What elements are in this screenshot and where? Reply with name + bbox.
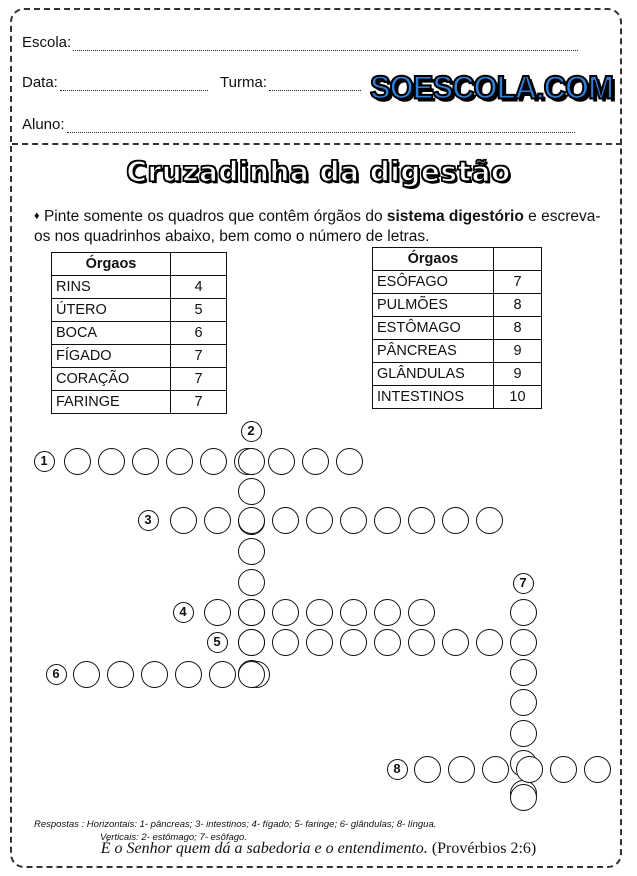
letter-circle[interactable] (340, 599, 367, 626)
letter-circle[interactable] (374, 599, 401, 626)
clue-number-5: 5 (207, 632, 228, 653)
letter-circle[interactable] (175, 661, 202, 688)
table-row[interactable] (52, 322, 227, 345)
letters-cell: 7 (171, 345, 227, 368)
organ-cell[interactable]: INTESTINOS (373, 386, 494, 409)
letters-cell: 7 (171, 391, 227, 414)
organ-cell[interactable]: ÚTERO (52, 299, 171, 322)
letter-circle[interactable] (510, 784, 537, 811)
letter-circle[interactable] (340, 507, 367, 534)
student-field[interactable] (22, 116, 575, 133)
letter-circle[interactable] (482, 756, 509, 783)
table-header-empty (494, 248, 542, 271)
instruction-text-2: e escreva-os nos quadrinhos abaixo, bem como o número de letras. (34, 208, 601, 245)
letter-circle[interactable] (238, 629, 265, 656)
letter-circle[interactable] (200, 448, 227, 475)
clue-number-7: 7 (513, 573, 534, 594)
letter-circle[interactable] (73, 661, 100, 688)
school-field[interactable] (22, 34, 578, 51)
organ-cell[interactable]: ESTÔMAGO (373, 317, 494, 340)
instruction (34, 206, 614, 247)
school-line[interactable] (73, 38, 578, 51)
organ-cell[interactable]: FARINGE (52, 391, 171, 414)
letter-circle[interactable] (448, 756, 475, 783)
clue-number-1: 1 (34, 451, 55, 472)
table-row[interactable] (52, 345, 227, 368)
letter-circle[interactable] (204, 599, 231, 626)
answer-key-line-2: Verticais: 2- estômago; 7- esôfago. (100, 832, 247, 843)
letter-circle[interactable] (98, 448, 125, 475)
table-row[interactable] (373, 317, 542, 340)
table-header-empty (171, 253, 227, 276)
instruction-bold: sistema digestório (386, 208, 524, 225)
organ-cell[interactable]: GLÂNDULAS (373, 363, 494, 386)
date-label: Data: (22, 74, 58, 91)
letter-circle[interactable] (516, 756, 543, 783)
organ-cell[interactable]: PÂNCREAS (373, 340, 494, 363)
organ-cell[interactable]: CORAÇÃO (52, 368, 171, 391)
letter-circle[interactable] (414, 756, 441, 783)
clue-number-4: 4 (173, 602, 194, 623)
letter-circle[interactable] (510, 629, 537, 656)
letter-circle[interactable] (132, 448, 159, 475)
bullet-icon: ♦ (34, 210, 40, 222)
table-row[interactable] (373, 386, 542, 409)
table-header: Órgaos (373, 248, 494, 271)
letters-cell: 7 (494, 271, 542, 294)
letter-circle[interactable] (238, 661, 265, 688)
clue-number-6: 6 (46, 664, 67, 685)
letter-circle[interactable] (374, 507, 401, 534)
letter-circle[interactable] (306, 599, 333, 626)
letter-circle[interactable] (340, 629, 367, 656)
table-row[interactable] (373, 363, 542, 386)
letter-circle[interactable] (306, 629, 333, 656)
letter-circle[interactable] (550, 756, 577, 783)
clue-number-8: 8 (387, 759, 408, 780)
class-line[interactable] (269, 78, 361, 91)
letter-circle[interactable] (408, 599, 435, 626)
date-line[interactable] (60, 78, 208, 91)
letter-circle[interactable] (238, 507, 265, 534)
class-label: Turma: (220, 74, 267, 91)
letter-circle[interactable] (306, 507, 333, 534)
letter-circle[interactable] (476, 629, 503, 656)
letter-circle[interactable] (408, 629, 435, 656)
letter-circle[interactable] (510, 720, 537, 747)
letter-circle[interactable] (238, 448, 265, 475)
table-row[interactable] (52, 299, 227, 322)
letters-cell: 6 (171, 322, 227, 345)
letters-cell: 9 (494, 340, 542, 363)
letters-cell: 8 (494, 294, 542, 317)
clue-number-2: 2 (241, 421, 262, 442)
letter-circle[interactable] (238, 538, 265, 565)
letter-circle[interactable] (510, 659, 537, 686)
letters-cell: 9 (494, 363, 542, 386)
letter-circle[interactable] (166, 448, 193, 475)
school-label: Escola: (22, 34, 72, 51)
letter-circle[interactable] (107, 661, 134, 688)
header-separator (12, 143, 622, 145)
organs-table-left (51, 252, 227, 414)
letter-circle[interactable] (476, 507, 503, 534)
table-header: Órgaos (52, 253, 171, 276)
letter-circle[interactable] (238, 478, 265, 505)
letter-circle[interactable] (442, 629, 469, 656)
soescola-logo: SOESCOLA.COM (370, 69, 613, 106)
letter-circle[interactable] (510, 689, 537, 716)
letters-cell: 5 (171, 299, 227, 322)
student-label: Aluno: (22, 116, 65, 133)
proverb-quote: É o Senhor quem dá a sabedoria e o entendimento. (100, 840, 428, 857)
page-title: Cruzadinha da digestão (126, 155, 511, 188)
letters-cell: 4 (171, 276, 227, 299)
proverb-reference: (Provérbios 2:6) (431, 840, 537, 857)
organ-cell[interactable]: FÍGADO (52, 345, 171, 368)
letter-circle[interactable] (272, 599, 299, 626)
letter-circle[interactable] (584, 756, 611, 783)
organ-cell[interactable]: PULMÕES (373, 294, 494, 317)
letter-circle[interactable] (510, 599, 537, 626)
letters-cell: 10 (494, 386, 542, 409)
student-line[interactable] (67, 120, 575, 133)
letter-circle[interactable] (268, 448, 295, 475)
organs-table-right (372, 247, 542, 409)
letter-circle[interactable] (302, 448, 329, 475)
instruction-text-1: Pinte somente os quadros que contêm órgãos do (43, 208, 387, 225)
letter-circle[interactable] (442, 507, 469, 534)
table-row[interactable] (373, 271, 542, 294)
date-field[interactable] (22, 74, 208, 91)
letter-circle[interactable] (170, 507, 197, 534)
letters-cell: 7 (171, 368, 227, 391)
letter-circle[interactable] (408, 507, 435, 534)
letter-circle[interactable] (272, 629, 299, 656)
letter-circle[interactable] (141, 661, 168, 688)
answer-key-line-1: Respostas : Horizontais: 1- pâncreas; 3- intestinos; 4- fígado; 5- faringe; 6- glândulas; 8- língua. (34, 819, 437, 830)
table-row[interactable] (373, 294, 542, 317)
table-row[interactable] (373, 340, 542, 363)
clue-number-3: 3 (138, 510, 159, 531)
table-row[interactable] (52, 276, 227, 299)
organ-cell[interactable]: RINS (52, 276, 171, 299)
letter-circle[interactable] (374, 629, 401, 656)
letter-circle[interactable] (272, 507, 299, 534)
class-field[interactable] (220, 74, 361, 91)
organ-cell[interactable]: BOCA (52, 322, 171, 345)
table-row[interactable] (52, 391, 227, 414)
letter-circle[interactable] (64, 448, 91, 475)
proverb (0, 840, 637, 858)
letter-circle[interactable] (336, 448, 363, 475)
letters-cell: 8 (494, 317, 542, 340)
organ-cell[interactable]: ESÔFAGO (373, 271, 494, 294)
table-row[interactable] (52, 368, 227, 391)
letter-circle[interactable] (204, 507, 231, 534)
letter-circle[interactable] (238, 599, 265, 626)
letter-circle[interactable] (209, 661, 236, 688)
letter-circle[interactable] (238, 569, 265, 596)
